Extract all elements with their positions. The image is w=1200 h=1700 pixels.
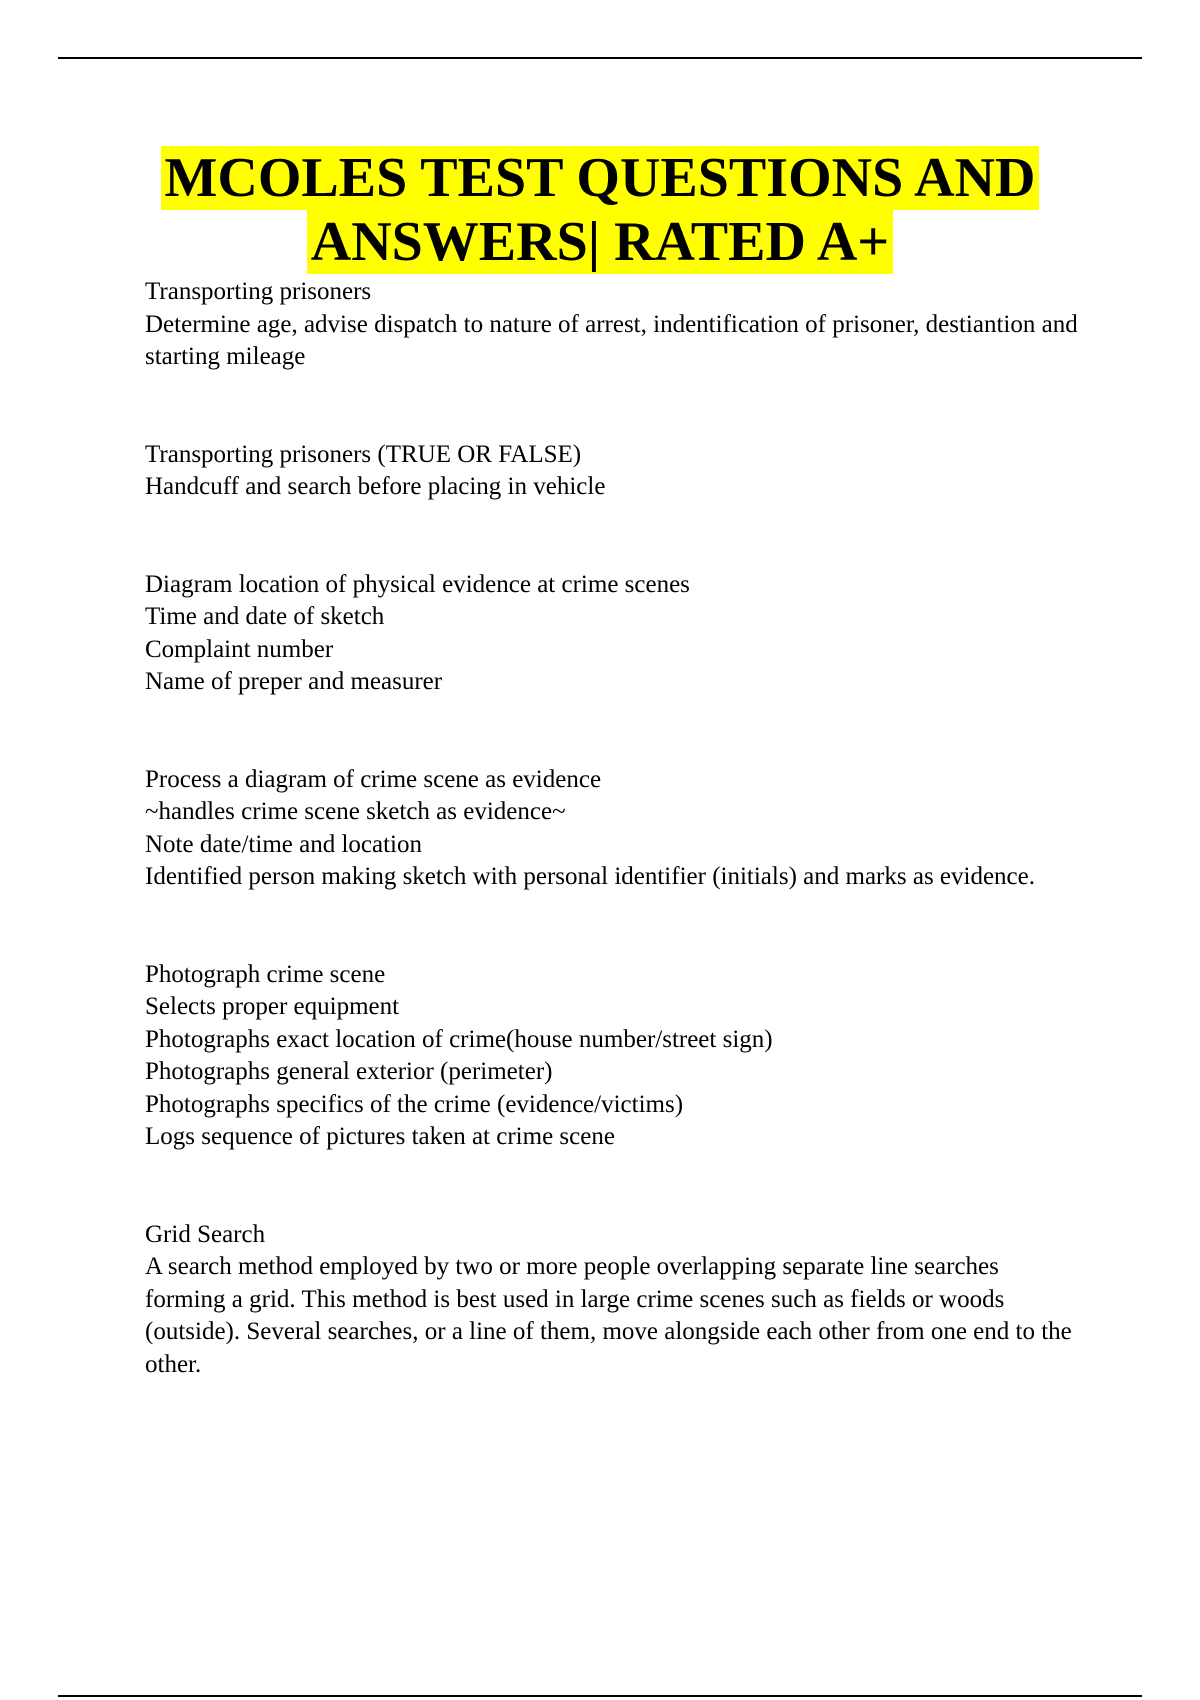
answer-text: Photographs general exterior (perimeter) — [145, 1058, 553, 1085]
question-text: Grid Search — [145, 1220, 266, 1248]
question-text: Photograph crime scene — [145, 960, 386, 988]
answer-text: Time and date of sketch — [145, 603, 385, 630]
qa-item — [145, 569, 1085, 699]
question-text: Diagram location of physical evidence at crime scenes — [145, 570, 690, 598]
title-line-2: ANSWERS| RATED A+ — [307, 210, 893, 274]
question-text: Transporting prisoners (TRUE OR FALSE) — [145, 440, 582, 468]
answer-text: Name of preper and measurer — [145, 668, 443, 695]
question-text: Transporting prisoners — [145, 278, 372, 305]
answer-text: Selects proper equipment — [145, 993, 400, 1020]
title-line-1: MCOLES TEST QUESTIONS AND — [161, 146, 1040, 210]
answer-text: Determine age, advise dispatch to nature of arrest, indentification of prisoner, destiantion and starting mileage — [145, 310, 1078, 370]
top-rule — [58, 57, 1142, 59]
answer-text: A search method employed by two or more people overlapping separate line searches forming a grid. This method is best used in large crime scenes such as fields or woods (outside). Several searches, or a line of them, move alongside each other from one end to the other. — [145, 1253, 1072, 1378]
qa-item — [145, 764, 1085, 894]
answer-text: Identified person making sketch with personal identifier (initials) and marks as evidence. — [145, 863, 1036, 890]
qa-list — [145, 276, 1085, 1446]
answer-text: Complaint number — [145, 635, 334, 663]
qa-item — [145, 959, 1085, 1154]
answer-text: Photographs specifics of the crime (evidence/victims) — [145, 1090, 684, 1118]
answer-text: Handcuff and search before placing in vehicle — [145, 473, 606, 500]
qa-item — [145, 1219, 1085, 1382]
answer-text: Logs sequence of pictures taken at crime scene — [145, 1123, 615, 1150]
answer-text: ~handles crime scene sketch as evidence~ — [145, 798, 566, 825]
answer-text: Note date/time and location — [145, 830, 422, 858]
qa-item — [145, 276, 1085, 374]
answer-text: Photographs exact location of crime(house number/street sign) — [145, 1025, 773, 1053]
bottom-rule — [58, 1695, 1142, 1697]
document-title — [60, 146, 1140, 274]
question-text: Process a diagram of crime scene as evidence — [145, 765, 602, 793]
qa-item — [145, 439, 1085, 504]
